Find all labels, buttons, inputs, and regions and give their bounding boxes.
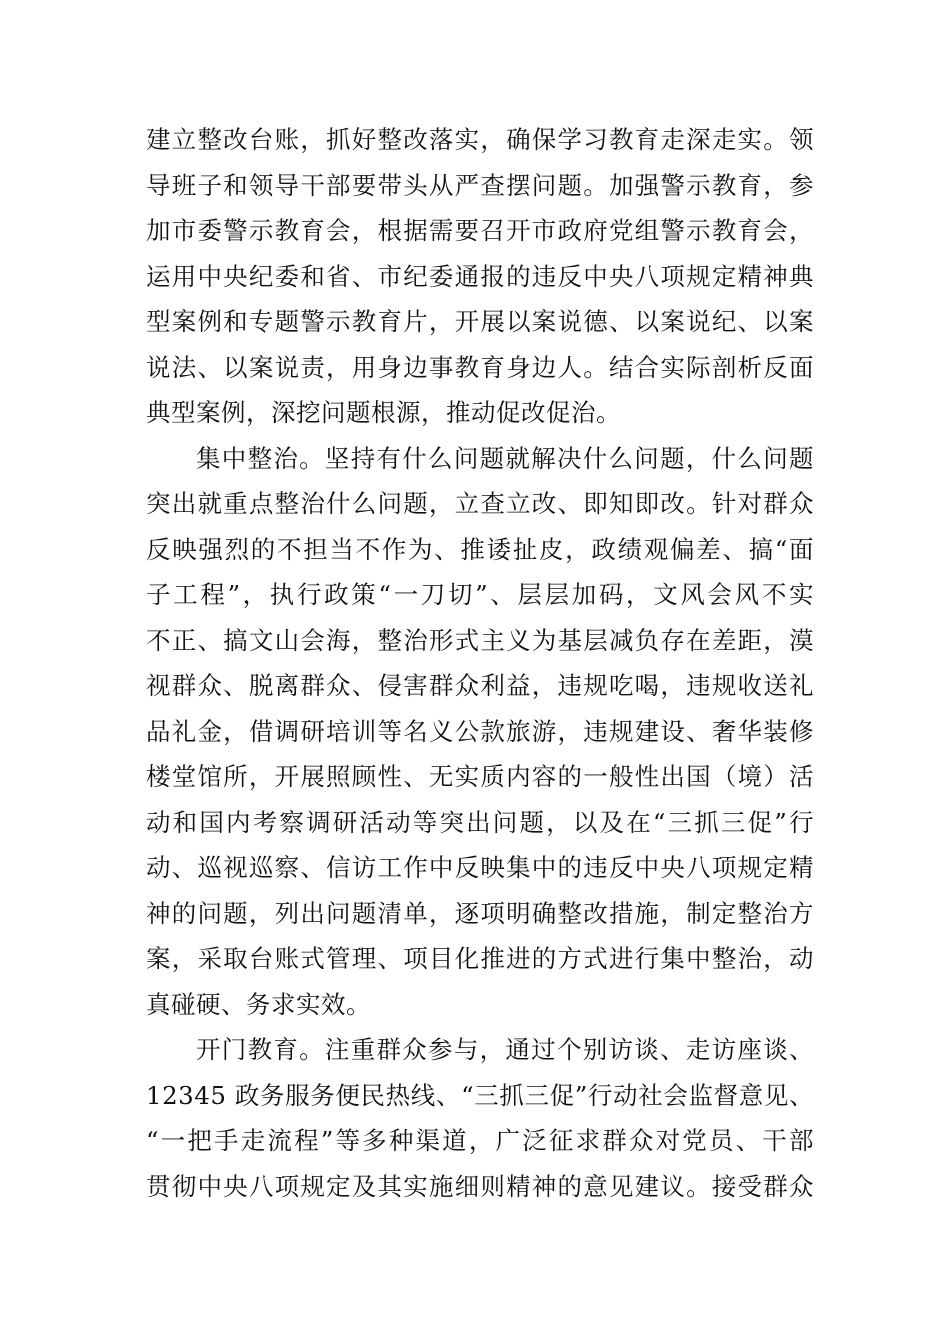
paragraph-rectification bbox=[146, 117, 814, 436]
text-line: 说法、以案说责，用身边事教育身边人。结合实际剖析反面 bbox=[146, 352, 814, 382]
text-line: 加市委警示教育会，根据需要召开市政府党组警示教育会， bbox=[146, 216, 814, 245]
text-line: 动、巡视巡察、信访工作中反映集中的违反中央八项规定精 bbox=[146, 853, 814, 882]
text-line: 贯彻中央八项规定及其实施细则精神的意见建议。接受群众 bbox=[146, 1171, 814, 1201]
text-line: 典型案例，深挖问题根源，推动促改促治。 bbox=[146, 398, 621, 427]
text-line: 不正、搞文山会海，整治形式主义为基层减负存在差距，漠 bbox=[146, 625, 814, 655]
text-line: 突出就重点整治什么问题，立查立改、即知即改。针对群众 bbox=[146, 489, 814, 518]
text-line: 集中整治。坚持有什么问题就解决什么问题，什么问题 bbox=[196, 443, 814, 473]
text-line: “一把手走流程”等多种渠道，广泛征求群众对党员、干部 bbox=[146, 1126, 814, 1155]
text-line: 子工程”，执行政策“一刀切”、层层加码，文风会风不实 bbox=[146, 580, 814, 609]
text-line: 型案例和专题警示教育片，开展以案说德、以案说纪、以案 bbox=[146, 307, 814, 336]
text-line: 视群众、脱离群众、侵害群众利益，违规吃喝，违规收送礼 bbox=[146, 671, 814, 700]
text-line: 楼堂馆所，开展照顾性、无实质内容的一般性出国（境）活 bbox=[146, 762, 814, 791]
text-line: 运用中央纪委和省、市纪委通报的违反中央八项规定精神典 bbox=[146, 261, 814, 291]
paragraph-concentrated-rectification bbox=[146, 436, 814, 1028]
text-line: 12345 政务服务便民热线、“三抓三促”行动社会监督意见、 bbox=[146, 1080, 814, 1110]
paragraph-open-education bbox=[146, 1027, 814, 1209]
text-line: 动和国内考察调研活动等突出问题，以及在“三抓三促”行 bbox=[146, 807, 814, 837]
text-line: 建立整改台账，抓好整改落实，确保学习教育走深走实。领 bbox=[146, 125, 814, 154]
document-body bbox=[146, 117, 814, 1209]
text-line: 品礼金，借调研培训等名义公款旅游，违规建设、奢华装修 bbox=[146, 716, 814, 746]
text-line: 真碰硬、务求实效。 bbox=[146, 989, 371, 1019]
text-line: 神的问题，列出问题清单，逐项明确整改措施，制定整治方 bbox=[146, 898, 814, 928]
text-line: 开门教育。注重群众参与，通过个别访谈、走访座谈、 bbox=[196, 1035, 814, 1064]
text-line: 案，采取台账式管理、项目化推进的方式进行集中整治，动 bbox=[146, 944, 814, 973]
text-line: 导班子和领导干部要带头从严查摆问题。加强警示教育，参 bbox=[146, 170, 814, 200]
text-line: 反映强烈的不担当不作为、推诿扯皮，政绩观偏差、搞“面 bbox=[146, 534, 814, 564]
